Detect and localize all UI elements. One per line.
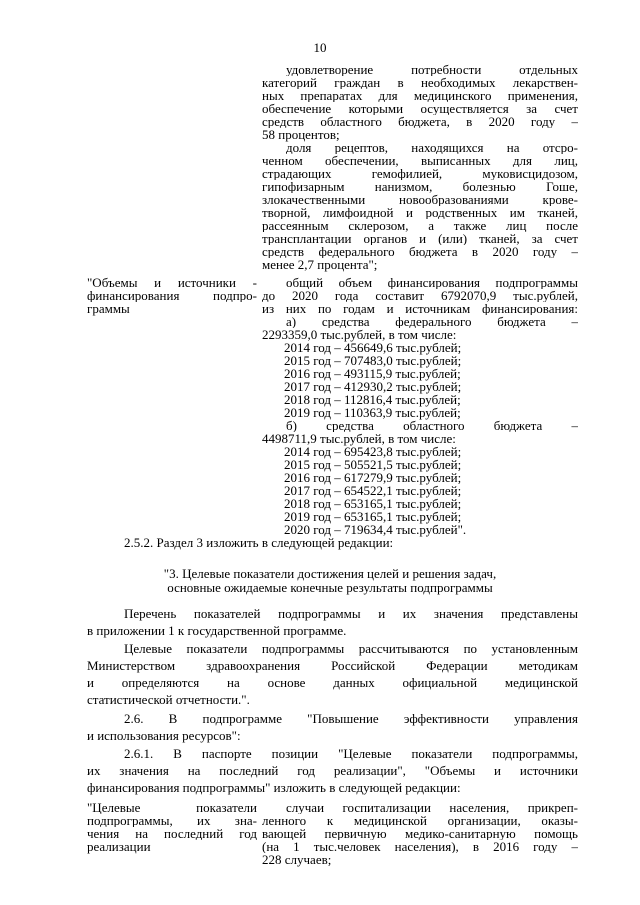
text-line: 2.6.1. В паспорте позиции "Целевые показатели подпрограммы,	[124, 746, 578, 761]
block2-left-column	[87, 276, 257, 315]
text-line: категорий граждан в необходимых лекарствен-	[262, 76, 578, 89]
text-line: до 2020 года составит 6792070,9 тыс.рублей,	[262, 289, 578, 302]
text-line: средств областного бюджета, в 2020 году –	[262, 115, 578, 128]
text-line: рассеянным склерозом, а также лиц после	[262, 219, 578, 232]
year-amount-line: 2014 год – 695423,8 тыс.рублей;	[284, 444, 462, 459]
year-amount-line: 2015 год – 505521,5 тыс.рублей;	[284, 457, 462, 472]
paragraph-2-6-1	[87, 745, 578, 796]
page-number: 10	[313, 40, 327, 55]
year-amount-line: 2017 год – 654522,1 тыс.рублей;	[284, 483, 462, 498]
text-line: гипофизарным нанизмом, болезнью Гоше,	[262, 180, 578, 193]
text-line: а) средства федерального бюджета –	[286, 315, 578, 328]
text-line: 2.6. В подпрограмме "Повышение эффективности управления	[124, 711, 578, 726]
year-amount-line: 2015 год – 707483,0 тыс.рублей;	[284, 353, 462, 368]
year-amount-line: 2016 год – 493115,9 тыс.рублей;	[284, 366, 461, 381]
text-line: общий объем финансирования подпрограммы	[286, 276, 578, 289]
year-amount-line: 2014 год – 456649,6 тыс.рублей;	[284, 340, 462, 355]
row-label-line: граммы	[87, 301, 130, 316]
text-line: средств федерального бюджета в 2020 году –	[262, 245, 578, 258]
year-amount-line: 2020 год – 719634,4 тыс.рублей".	[284, 522, 467, 537]
section-heading-line-2: основные ожидаемые конечные результаты подпрограммы	[167, 580, 493, 595]
block2-right-column	[262, 276, 578, 536]
text-line: вающей первичную медико-санитарную помощь	[262, 827, 578, 840]
text-line: 58 процентов;	[262, 127, 340, 142]
year-amount-line: 2018 год – 112816,4 тыс.рублей;	[284, 392, 461, 407]
block1-right-column	[262, 63, 578, 271]
text-line: трансплантации органов и (или) тканей, за счет	[262, 232, 578, 245]
text-line: б) средства областного бюджета –	[286, 419, 578, 432]
text-line: 4498711,9 тыс.рублей, в том числе:	[262, 431, 456, 446]
row-label-line: "Объемы и источники -	[87, 276, 257, 289]
year-amount-line: 2017 год – 412930,2 тыс.рублей;	[284, 379, 462, 394]
text-line: и определяются на основе данных официальной медицинской	[87, 675, 578, 690]
paragraph-2-6	[87, 710, 578, 744]
row-label-line: реализации	[87, 839, 151, 854]
block3-left-column	[87, 801, 257, 853]
text-line: ленного к медицинской организации, оказы-	[262, 814, 578, 827]
section-heading-line-1: "3. Целевые показатели достижения целей и решения задач,	[163, 566, 497, 581]
text-line: в приложении 1 к государственной программе.	[87, 623, 347, 638]
text-line: творной, лимфоидной и родственных им тканей,	[262, 206, 578, 219]
paragraph-indicators-calculation	[87, 640, 578, 708]
section-2-5-2: 2.5.2. Раздел 3 изложить в следующей редакции:	[124, 535, 394, 550]
text-line: и использования ресурсов":	[87, 728, 241, 743]
text-line: ченном обеспечении, выписанных для лиц,	[262, 154, 578, 167]
year-amount-line: 2019 год – 110363,9 тыс.рублей;	[284, 405, 461, 420]
text-line: Перечень показателей подпрограммы и их значения представлены	[124, 606, 578, 621]
year-amount-line: 2019 год – 653165,1 тыс.рублей;	[284, 509, 462, 524]
text-line: 2293359,0 тыс.рублей, в том числе:	[262, 327, 457, 342]
text-line: ных препаратах для медицинского применения,	[262, 89, 578, 102]
text-line: из них по годам и источникам финансирования:	[262, 302, 578, 315]
text-line: 228 случаев;	[262, 852, 332, 867]
text-line: удовлетворение потребности отдельных	[286, 63, 578, 76]
row-label-line: подпрограммы, их зна-	[87, 814, 257, 827]
paragraph-indicators-list	[87, 605, 578, 639]
row-label-line: "Целевые показатели	[87, 801, 257, 814]
text-line: финансирования подпрограммы" изложить в следующей редакции:	[87, 780, 461, 795]
year-amount-line: 2018 год – 653165,1 тыс.рублей;	[284, 496, 462, 511]
text-line: их значения на последний год реализации", "Объемы и источники	[87, 763, 578, 778]
year-amount-line: 2016 год – 617279,9 тыс.рублей;	[284, 470, 462, 485]
text-line: обеспечение которыми осуществляется за счет	[262, 102, 578, 115]
text-line: страдающих гемофилией, муковисцидозом,	[262, 167, 578, 180]
text-line: менее 2,7 процента";	[262, 257, 378, 272]
text-line: случаи госпитализации населения, прикреп-	[286, 801, 578, 814]
text-line: (на 1 тыс.человек населения), в 2016 году –	[262, 840, 578, 853]
row-label-line: финансирования подпро-	[87, 289, 257, 302]
text-line: Целевые показатели подпрограммы рассчитываются по установленным	[124, 641, 578, 656]
row-label-line: чения на последний год	[87, 827, 257, 840]
text-line: статистической отчетности.".	[87, 692, 250, 707]
text-line: доля рецептов, находящихся на отсро-	[286, 141, 578, 154]
block3-right-column	[262, 801, 578, 866]
text-line: злокачественными новообразованиями крове-	[262, 193, 578, 206]
text-line: Министерством здравоохранения Российской Федерации методикам	[87, 658, 578, 673]
